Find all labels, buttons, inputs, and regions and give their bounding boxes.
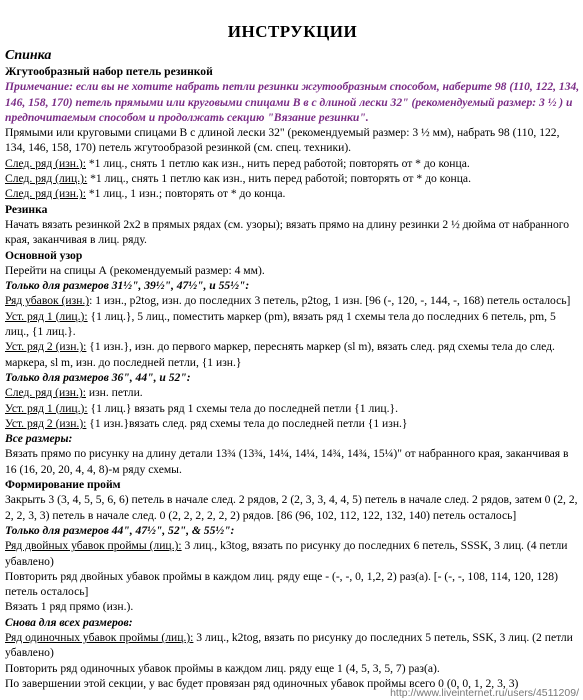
watermark: http://www.liveinternet.ru/users/4511209/ (390, 687, 579, 699)
setup-row-2 (5, 339, 580, 370)
sizes-note: Только для размеров 36", 44", и 52": (5, 370, 191, 384)
sizes-note: Только для размеров 31½", 39½", 47½", и 55½": (5, 279, 250, 293)
row-text: : 1 изн., p2tog, изн. до последних 3 петель, p2tog, 1 изн. [96 (-, 120, -, 144, -, 168) петель осталось] (89, 294, 571, 308)
sizes-note: Только для размеров 44", 47½", 52", & 55½": (5, 523, 235, 537)
row-label: След. ряд (изн.): (5, 386, 86, 400)
armhole-text: Закрыть 3 (3, 4, 5, 5, 6, 6) петель в начале след. 2 рядов, 2 (2, 3, 3, 4, 4, 5) петель в начале след. 2 рядов, затем 0 (2, 2, 2, 2, 3, 3) петель в начале след. 0 (2, 2, 2, 2, 2, 2) рядов. [86 (96, 102, 112, 122, 132, 140) петель осталось] (5, 493, 578, 522)
page-title: ИНСТРУКЦИИ (227, 22, 358, 41)
cast-on-note: Примечание: если вы не хотите набрать петли резинки жгутообразным способом, наберите 98 (110, 122, 134, 146, 158, 170) петель прямыми или круговыми спицами В в с длиной лески 32" (рекомендуемый размер: 3 ½ ) и предпочитаемым способом и продолжать секцию "Вязание резинки". (5, 80, 580, 124)
row-label: След. ряд (изн.): (5, 187, 86, 201)
row-text: изн. петли. (85, 386, 143, 400)
instructions-page (5, 22, 580, 691)
main-text: Перейти на спицы А (рекомендуемый размер: 4 мм). (5, 263, 265, 277)
decrease-row (5, 293, 580, 308)
row-text: *1 лиц., 1 изн.; повторять от * до конца. (85, 187, 286, 201)
setup-row-2 (5, 416, 580, 431)
setup-row-1 (5, 309, 580, 340)
next-row (5, 385, 580, 400)
cast-on-row (5, 156, 580, 171)
row-text: *1 лиц., снять 1 петлю как изн., нить перед работой; повторять от * до конца. (85, 156, 470, 170)
row-label: След. ряд (изн.): (5, 156, 86, 170)
row-label: Ряд одиночных убавок проймы (лиц.): (5, 630, 194, 644)
row-label: Уст. ряд 1 (лиц.): (5, 401, 88, 415)
row-text: {1 лиц.}, 5 лиц., поместить маркер (pm), вязать ряд 1 схемы тела до последних 6 петель, pm, 5 лиц., {1 лиц.}. (5, 309, 556, 339)
ribbing-text: Начать вязать резинкой 2х2 в прямых рядах (см. узоры); вязать прямо на длину резинки 2 ½ дюйма от набранного края, заканчивая в лиц. ряду. (5, 217, 569, 247)
row-label: След. ряд (лиц.): (5, 172, 88, 186)
single-decrease-row (5, 630, 580, 661)
ribbing-heading: Резинка (5, 202, 48, 216)
armhole-heading: Формирование пройм (5, 478, 121, 492)
cast-on-row (5, 171, 580, 186)
double-decrease-row (5, 538, 580, 569)
cast-on-row (5, 186, 580, 201)
row-text: {1 изн.}, изн. до первого маркер, переснять маркер (sl m), вязать след. ряд схемы тела до след. маркера, sl m, изн. до последней петли, {1 изн.} (5, 340, 555, 369)
cast-on-heading: Жгутообразный набор петель резинкой (5, 65, 213, 78)
section-heading: Спинка (5, 48, 52, 63)
row-text: *1 лиц., снять 1 петлю как изн., нить перед работой; повторять от * до конца. (87, 172, 471, 186)
row-label: Уст. ряд 2 (изн.): (5, 416, 87, 430)
row-text: {1 лиц.} вязать ряд 1 схемы тела до последней петли {1 лиц.}. (87, 401, 399, 415)
repeat-text: Повторить ряд двойных убавок проймы в каждом лиц. ряду еще - (-, -, 0, 1,2, 2) раз(а). [- (-, -, 108, 114, 120, 128) петель осталось] (5, 569, 558, 599)
row-text: {1 изн.}вязать след. ряд схемы тела до последней петли {1 изн.} (86, 416, 408, 430)
sizes-note: Снова для всех размеров: (5, 615, 133, 629)
row-text: 3 лиц., k2tog, вязать по рисунку до последних 5 петель, SSK, 3 лиц. (2 петли убавлено) (5, 630, 573, 660)
row-label: Ряд убавок (изн.) (5, 294, 90, 308)
all-sizes-text: Вязать прямо по рисунку на длину детали 13¾ (13¾, 14¼, 14¼, 14¾, 14¾, 15¼)" от набранного края, заканчивая в 16 (16, 20, 20, 4, 4, 8)-м ряду схемы. (5, 447, 569, 476)
row-label: Ряд двойных убавок проймы (лиц.): (5, 539, 182, 553)
main-heading: Основной узор (5, 248, 83, 262)
single-repeat-text: Повторить ряд одиночных убавок проймы в каждом лиц. ряду еще 1 (4, 5, 3, 5, 7) раз(а). (5, 661, 440, 675)
setup-row-1 (5, 401, 580, 416)
row-label: Уст. ряд 2 (изн.): (5, 340, 87, 354)
sizes-note: Все размеры: (5, 432, 73, 446)
row-label: Уст. ряд 1 (лиц.): (5, 309, 88, 323)
end-text: По завершении этой секции, у вас будет провязан ряд одиночных убавок проймы всего 0 (0, 0, 1, 2, 3, 3) (5, 676, 519, 690)
cast-on-text: Прямыми или круговыми спицами В с длиной лески 32" (рекомендуемый размер: 3 ½ мм), набрать 98 (110, 122, 134, 146, 158, 170) петель жгутообразой резинкой (см. спец. техники). (5, 126, 560, 155)
plain-row-text: Вязать 1 ряд прямо (изн.). (5, 600, 134, 614)
row-text: 3 лиц., k3tog, вязать по рисунку до последних 6 петель, SSSK, 3 лиц. (4 петли убавлено) (5, 539, 568, 568)
